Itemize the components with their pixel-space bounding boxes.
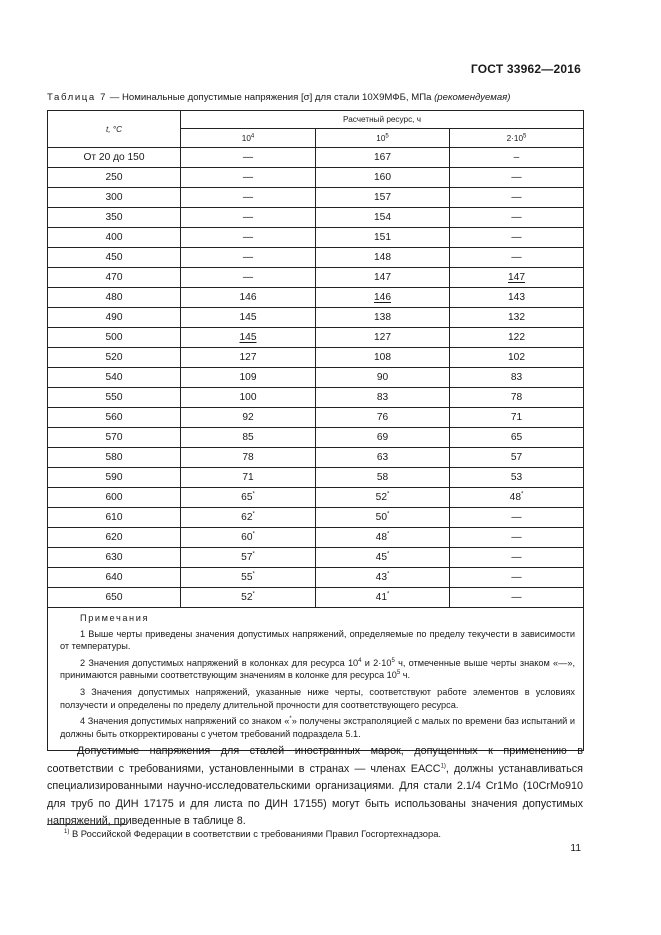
- value-cell-res-3: 122: [450, 328, 584, 348]
- table-caption-qualifier: (рекомендуемая): [434, 92, 511, 103]
- value-cell-res-3: 147: [450, 268, 584, 288]
- header-resource-2: $10^5$: [316, 129, 450, 148]
- table-header-row-1: [48, 111, 584, 129]
- temperature-cell: 570: [48, 428, 181, 448]
- temperature-cell: 580: [48, 448, 181, 468]
- value-cell-res-2: 50*: [316, 508, 450, 528]
- body-paragraph: Допустимые напряжения для сталей иностранных марок, допущенных к применению в соответствии с требованиями, установленными в странах — членах ЕАСС$^{1)}$, должны устанавливаться специализированными научно-исследовательскими организациями. Для стали 2.1/4 Cr1Mo (10CrMo910 для труб по ДИН 17175 и для листа по ДИН 17155) могут быть использованы значения допустимых напряжений, приведенные в таблице 8.: [47, 745, 583, 828]
- value-cell-res-1: 62*: [181, 508, 316, 528]
- value-cell-res-1: 52*: [181, 588, 316, 608]
- value-cell-res-2: 43*: [316, 568, 450, 588]
- note-3: 3 Значения допустимых напряжений, указанные ниже черты, соответствуют работе элементов в условиях ползучести и определены по пределу длительной прочности для соответствующего ресурса.: [60, 686, 576, 710]
- value-cell-res-2: 48*: [316, 528, 450, 548]
- note-2: 2 Значения допустимых напряжений в колонках для ресурса $10^4$ и $2\cdot 10^5$ ч, отмеченные выше черты знаком «—», принимаются равными соответствующим значениям в колонке для ресурса $10^5$ ч.: [60, 657, 576, 681]
- value-cell-res-3: —: [450, 168, 584, 188]
- value-cell-res-1: 85: [181, 428, 316, 448]
- value-cell-res-2: 151: [316, 228, 450, 248]
- header-resource-3: $2\cdot 10^5$: [450, 129, 584, 148]
- value-cell-res-1: 60*: [181, 528, 316, 548]
- value-cell-res-1: —: [181, 268, 316, 288]
- value-cell-res-2: 52*: [316, 488, 450, 508]
- value-cell-res-2: 108: [316, 348, 450, 368]
- value-cell-res-3: 71: [450, 408, 584, 428]
- temperature-cell: 350: [48, 208, 181, 228]
- temperature-cell: От 20 до 150: [48, 148, 181, 168]
- footnote-divider: [47, 824, 127, 825]
- value-cell-res-2: 45*: [316, 548, 450, 568]
- value-cell-res-2: 148: [316, 248, 450, 268]
- value-cell-res-1: —: [181, 148, 316, 168]
- table-row: [48, 288, 584, 308]
- value-cell-res-2: 83: [316, 388, 450, 408]
- value-cell-res-2: 138: [316, 308, 450, 328]
- temperature-cell: 540: [48, 368, 181, 388]
- table-row: [48, 328, 584, 348]
- value-cell-res-2: 160: [316, 168, 450, 188]
- value-cell-res-2: 76: [316, 408, 450, 428]
- value-cell-res-2: 127: [316, 328, 450, 348]
- table-row: [48, 568, 584, 588]
- footnote-reference: 1): [440, 763, 446, 769]
- table-row: [48, 588, 584, 608]
- temperature-cell: 500: [48, 328, 181, 348]
- temperature-cell: 490: [48, 308, 181, 328]
- table-row: [48, 348, 584, 368]
- temperature-cell: 470: [48, 268, 181, 288]
- value-cell-res-2: 146: [316, 288, 450, 308]
- header-temperature: t, °C: [48, 111, 181, 148]
- page-number: 11: [570, 843, 581, 854]
- value-cell-res-1: 127: [181, 348, 316, 368]
- temperature-cell: 480: [48, 288, 181, 308]
- temperature-cell: 600: [48, 488, 181, 508]
- temperature-cell: 560: [48, 408, 181, 428]
- table-notes-cell: [48, 608, 584, 751]
- value-cell-res-1: 71: [181, 468, 316, 488]
- temperature-cell: 300: [48, 188, 181, 208]
- value-cell-res-2: 41*: [316, 588, 450, 608]
- table-row: [48, 508, 584, 528]
- value-cell-res-3: 102: [450, 348, 584, 368]
- temperature-cell: 610: [48, 508, 181, 528]
- value-cell-res-3: —: [450, 188, 584, 208]
- value-cell-res-2: 69: [316, 428, 450, 448]
- table-row: [48, 528, 584, 548]
- value-cell-res-2: 58: [316, 468, 450, 488]
- table-row: [48, 228, 584, 248]
- table-row: [48, 308, 584, 328]
- value-cell-res-2: 63: [316, 448, 450, 468]
- temperature-cell: 650: [48, 588, 181, 608]
- value-cell-res-1: 145: [181, 328, 316, 348]
- table-row: [48, 208, 584, 228]
- value-cell-res-3: 132: [450, 308, 584, 328]
- table-row: [48, 388, 584, 408]
- value-cell-res-3: —: [450, 548, 584, 568]
- value-cell-res-3: 53: [450, 468, 584, 488]
- value-cell-res-1: 78: [181, 448, 316, 468]
- temperature-cell: 400: [48, 228, 181, 248]
- table-notes-row: [48, 608, 584, 751]
- table-row: [48, 468, 584, 488]
- temperature-cell: 550: [48, 388, 181, 408]
- value-cell-res-3: —: [450, 568, 584, 588]
- value-cell-res-1: 55*: [181, 568, 316, 588]
- note-4: 4 Значения допустимых напряжений со знаком «*» получены экстраполяцией с малых по времени баз испытаний и должны быть откорректированы с учетом требований подраздела 5.1.: [60, 716, 576, 739]
- table-row: [48, 428, 584, 448]
- table-row: [48, 188, 584, 208]
- value-cell-res-3: 65: [450, 428, 584, 448]
- table-row: [48, 368, 584, 388]
- value-cell-res-1: 57*: [181, 548, 316, 568]
- temperature-cell: 590: [48, 468, 181, 488]
- table-row: [48, 448, 584, 468]
- temperature-cell: 630: [48, 548, 181, 568]
- table-row: [48, 548, 584, 568]
- value-cell-res-2: 154: [316, 208, 450, 228]
- value-cell-res-1: —: [181, 248, 316, 268]
- value-cell-res-1: 65*: [181, 488, 316, 508]
- notes-title: Примечания: [80, 613, 150, 623]
- value-cell-res-1: 109: [181, 368, 316, 388]
- table-row: [48, 268, 584, 288]
- value-cell-res-1: 146: [181, 288, 316, 308]
- value-cell-res-3: 83: [450, 368, 584, 388]
- value-cell-res-3: 78: [450, 388, 584, 408]
- value-cell-res-3: 57: [450, 448, 584, 468]
- standard-designation: ГОСТ 33962—2016: [470, 62, 581, 76]
- value-cell-res-3: —: [450, 588, 584, 608]
- temperature-cell: 620: [48, 528, 181, 548]
- table-caption-lead: Таблица 7: [47, 92, 108, 103]
- table-caption: [47, 92, 607, 103]
- value-cell-res-3: —: [450, 248, 584, 268]
- table-caption-text: — Номинальные допустимые напряжения [σ] для стали 10Х9МФБ, МПа: [107, 92, 435, 103]
- table-row: [48, 488, 584, 508]
- value-cell-res-1: —: [181, 168, 316, 188]
- table-row: [48, 148, 584, 168]
- value-cell-res-1: —: [181, 228, 316, 248]
- value-cell-res-1: —: [181, 188, 316, 208]
- value-cell-res-3: 48*: [450, 488, 584, 508]
- value-cell-res-3: –: [450, 148, 584, 168]
- value-cell-res-2: 157: [316, 188, 450, 208]
- temperature-cell: 640: [48, 568, 181, 588]
- header-resource-group: Расчетный ресурс, ч: [181, 111, 584, 129]
- value-cell-res-3: —: [450, 528, 584, 548]
- table-row: [48, 248, 584, 268]
- temperature-cell: 520: [48, 348, 181, 368]
- temperature-cell: 450: [48, 248, 181, 268]
- value-cell-res-1: 145: [181, 308, 316, 328]
- value-cell-res-1: 92: [181, 408, 316, 428]
- temperature-cell: 250: [48, 168, 181, 188]
- value-cell-res-2: 147: [316, 268, 450, 288]
- value-cell-res-3: —: [450, 208, 584, 228]
- value-cell-res-2: 90: [316, 368, 450, 388]
- footnote: $^{1)}$ В Российской Федерации в соответствии с требованиями Правил Госгортехнадзора.: [64, 828, 442, 839]
- value-cell-res-1: —: [181, 208, 316, 228]
- value-cell-res-3: 143: [450, 288, 584, 308]
- note-1: 1 Выше черты приведены значения допустимых напряжений, определяемые по пределу текучести в зависимости от температуры.: [60, 628, 576, 652]
- value-cell-res-3: —: [450, 228, 584, 248]
- value-cell-res-1: 100: [181, 388, 316, 408]
- stress-table: [47, 110, 584, 751]
- table-row: [48, 168, 584, 188]
- header-resource-1: $10^4$: [181, 129, 316, 148]
- value-cell-res-2: 167: [316, 148, 450, 168]
- value-cell-res-3: —: [450, 508, 584, 528]
- table-row: [48, 408, 584, 428]
